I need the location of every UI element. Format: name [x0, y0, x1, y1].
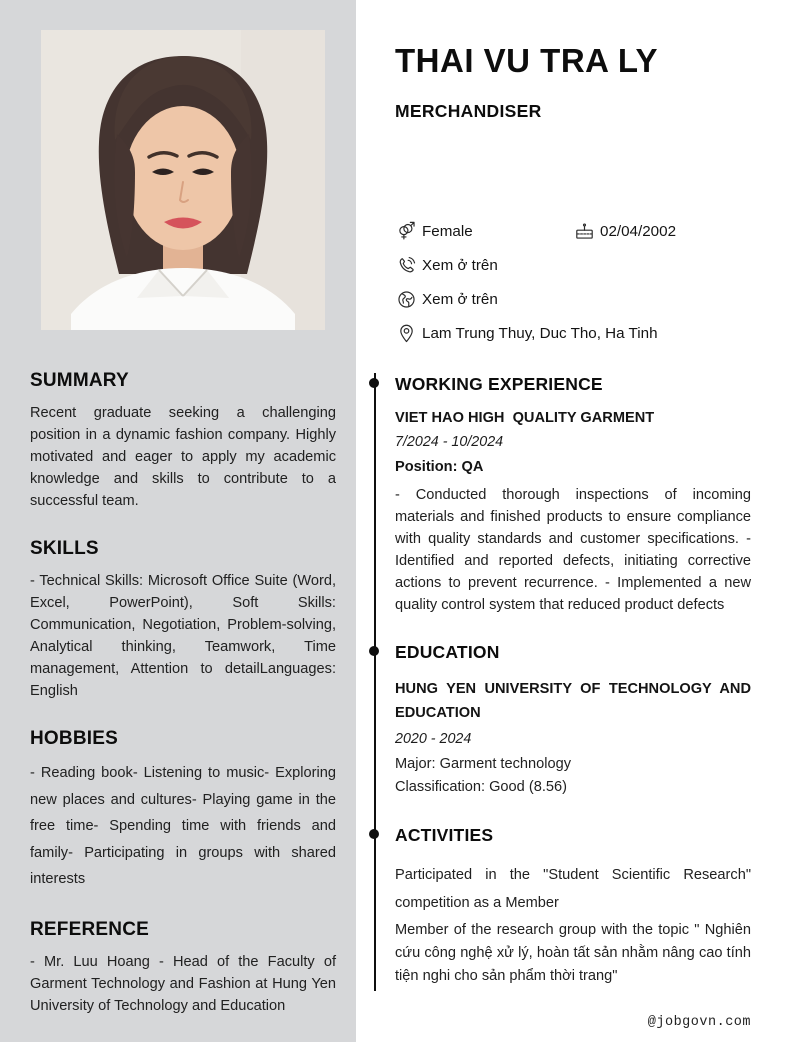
profile-photo	[41, 30, 325, 330]
education-heading: EDUCATION	[395, 642, 500, 662]
sidebar-content	[30, 370, 336, 1017]
section-reference	[30, 919, 336, 1017]
activity-item: Member of the research group with the topic " Nghiên cứu công nghệ xử lý, hoàn tất sản nhằm nâng cao tính tiện nghi cho sản phẩm thời trang"	[395, 922, 751, 984]
contact-row-2	[395, 253, 765, 277]
experience-position: Position: QA	[395, 459, 484, 475]
summary-body: Recent graduate seeking a challenging position in a dynamic fashion company. Highly motivated and eager to apply my academic knowledge and skills to contribute to a successful team.	[30, 405, 336, 509]
phone-value: Xem ở trên	[422, 256, 498, 274]
cake-icon	[573, 220, 595, 242]
timeline-bullet	[369, 378, 379, 388]
sidebar	[0, 0, 356, 1042]
gender-item	[395, 220, 573, 242]
birthday-item	[573, 220, 676, 242]
education-classification: Classification: Good (8.56)	[395, 779, 567, 795]
section-education	[395, 642, 751, 795]
timeline-line	[374, 373, 376, 991]
job-title: MERCHANDISER	[395, 101, 542, 121]
timeline-bullet	[369, 829, 379, 839]
experience-heading: WORKING EXPERIENCE	[395, 374, 603, 394]
contact-row-4	[395, 321, 765, 345]
section-skills	[30, 538, 336, 702]
candidate-name: THAI VU TRA LY	[395, 42, 659, 79]
skills-heading: SKILLS	[30, 538, 99, 559]
section-working-experience	[395, 374, 751, 616]
section-hobbies	[30, 728, 336, 893]
experience-dates: 7/2024 - 10/2024	[395, 434, 504, 450]
skills-body: - Technical Skills: Microsoft Office Suite (Word, Excel, PowerPoint), Soft Skills: Communication, Negotiation, Problem-solving, Analytical thinking, Teamwork, Time management, Attention to detailLanguages: English	[30, 573, 336, 699]
gender-value: Female	[422, 222, 473, 240]
location-icon	[395, 322, 417, 344]
education-dates: 2020 - 2024	[395, 731, 472, 747]
timeline-bullet	[369, 646, 379, 656]
hobbies-body: - Reading book- Listening to music- Exploring new places and cultures- Playing game in the free time- Spending time with friends and family- Participating in groups with shared interests	[30, 765, 336, 887]
main-sections	[395, 374, 751, 988]
address-item	[395, 322, 658, 344]
birthday-value: 02/04/2002	[600, 222, 677, 240]
website-value: Xem ở trên	[422, 290, 498, 308]
hobbies-heading: HOBBIES	[30, 728, 118, 749]
summary-heading: SUMMARY	[30, 370, 129, 391]
website-item	[395, 288, 498, 310]
section-summary	[30, 370, 336, 512]
contact-row-1	[395, 219, 765, 243]
contact-info	[395, 219, 765, 355]
phone-item	[395, 254, 498, 276]
globe-icon	[395, 288, 417, 310]
phone-icon	[395, 254, 417, 276]
address-value: Lam Trung Thuy, Duc Tho, Ha Tinh	[422, 324, 658, 342]
experience-description: - Conducted thorough inspections of incoming materials and finished products to ensure compliance with quality standards and customer specifications. - Identified and reported defects, initiating corrective actions to prevent recurrence. - Implemented a new quality control system that reduced product defects	[395, 487, 751, 613]
education-major: Major: Garment technology	[395, 756, 572, 772]
reference-heading: REFERENCE	[30, 918, 149, 940]
gender-icon	[395, 220, 417, 242]
school-name: HUNG YEN UNIVERSITY OF TECHNOLOGY AND EDUCATION	[395, 681, 751, 721]
watermark: @jobgovn.com	[647, 1015, 751, 1030]
activities-heading: ACTIVITIES	[395, 825, 494, 845]
section-activities	[395, 825, 751, 988]
contact-row-3	[395, 287, 765, 311]
reference-body: - Mr. Luu Hoang - Head of the Faculty of Garment Technology and Fashion at Hung Yen University of Technology and Education	[30, 953, 336, 1014]
company-name: VIET HAO HIGH QUALITY GARMENT	[395, 410, 655, 426]
activity-item: Participated in the "Student Scientific Research" competition as a Member	[395, 867, 751, 911]
portrait-illustration	[41, 30, 325, 330]
